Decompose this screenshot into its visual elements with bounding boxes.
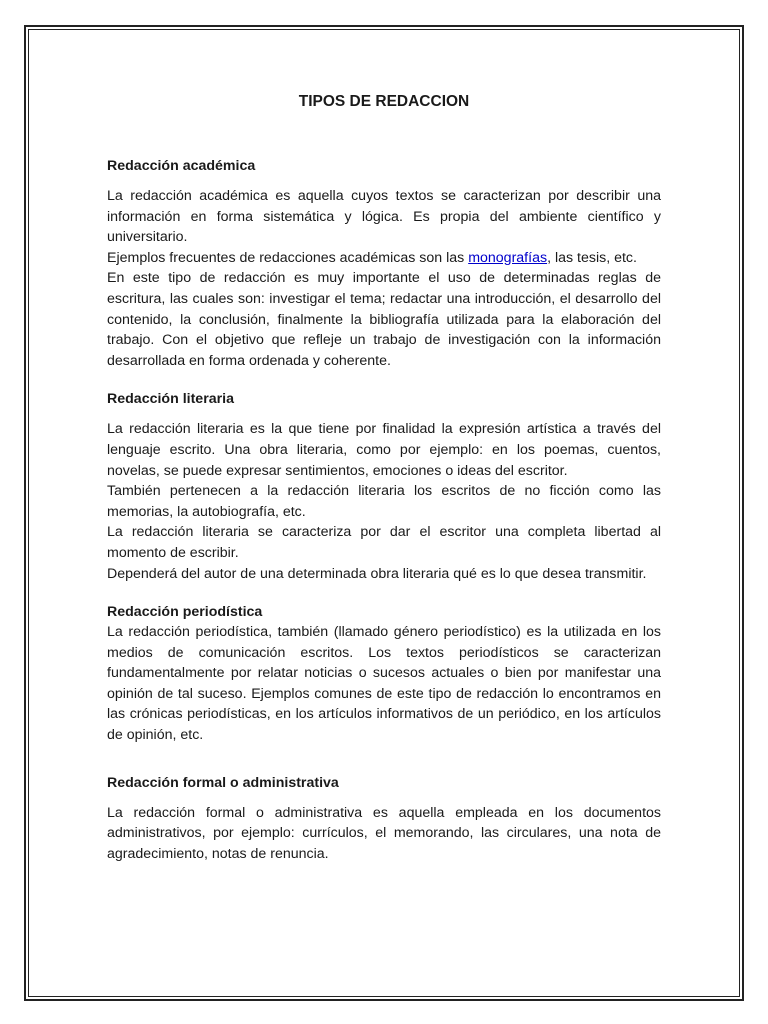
monografias-link[interactable]: monografías bbox=[468, 249, 548, 266]
section-formal bbox=[107, 773, 661, 865]
section-literaria bbox=[107, 389, 661, 584]
paragraph: La redacción periodística, también (llamado género periodístico) es la utilizada en los medios de comunicación escritos. Los textos periodísticos se caracterizan fundamentalmente por relatar noticias o sucesos actuales o bien por manifestar una opinión de tal suceso. Ejemplos comunes de este tipo de redacción lo encontramos en las crónicas periodísticas, en los artículos informativos de un periódico, en los artículos de opinión, etc. bbox=[107, 624, 661, 744]
section-academica bbox=[107, 156, 661, 371]
paragraph: La redacción formal o administrativa es aquella empleada en los documentos administrativos, por ejemplo: currículos, el memorando, las circulares, una nota de agradecimiento, notas de renuncia. bbox=[107, 804, 661, 862]
paragraph: También pertenecen a la redacción literaria los escritos de no ficción como las memorias, la autobiografía, etc. bbox=[107, 483, 661, 520]
paragraph-text: Ejemplos frecuentes de redacciones académicas son las bbox=[107, 249, 469, 266]
document-title: TIPOS DE REDACCION bbox=[298, 93, 470, 110]
document-body bbox=[107, 90, 661, 864]
section-heading: Redacción literaria bbox=[107, 391, 234, 408]
paragraph: Dependerá del autor de una determinada obra literaria qué es lo que desea transmitir. bbox=[107, 565, 647, 582]
paragraph: La redacción literaria es la que tiene por finalidad la expresión artística a través del lenguaje escrito. Una obra literaria, como por ejemplo: en los poemas, cuentos, novelas, se puede expresar sentimientos, emociones o ideas del escritor. bbox=[107, 421, 661, 479]
paragraph-text: , las tesis, etc. bbox=[547, 249, 637, 266]
paragraph bbox=[107, 248, 661, 269]
paragraph: La redacción literaria se caracteriza por dar el escritor una completa libertad al momento de escribir. bbox=[107, 524, 661, 561]
section-heading: Redacción periodística bbox=[107, 604, 263, 621]
paragraph: En este tipo de redacción es muy importante el uso de determinadas reglas de escritura, las cuales son: investigar el tema; redactar una introducción, el desarrollo del contenido, la conclusión, finalmente la bibliografía utilizada para la elaboración del trabajo. Con el objetivo que refleje un trabajo de investigación con la información desarrollada en forma ordenada y coherente. bbox=[107, 270, 661, 369]
paragraph: La redacción académica es aquella cuyos textos se caracterizan por describir una información en forma sistemática y lógica. Es propia del ambiente científico y universitario. bbox=[107, 188, 661, 246]
section-heading: Redacción académica bbox=[107, 158, 256, 174]
section-heading: Redacción formal o administrativa bbox=[107, 774, 339, 791]
section-periodistica bbox=[107, 602, 661, 746]
